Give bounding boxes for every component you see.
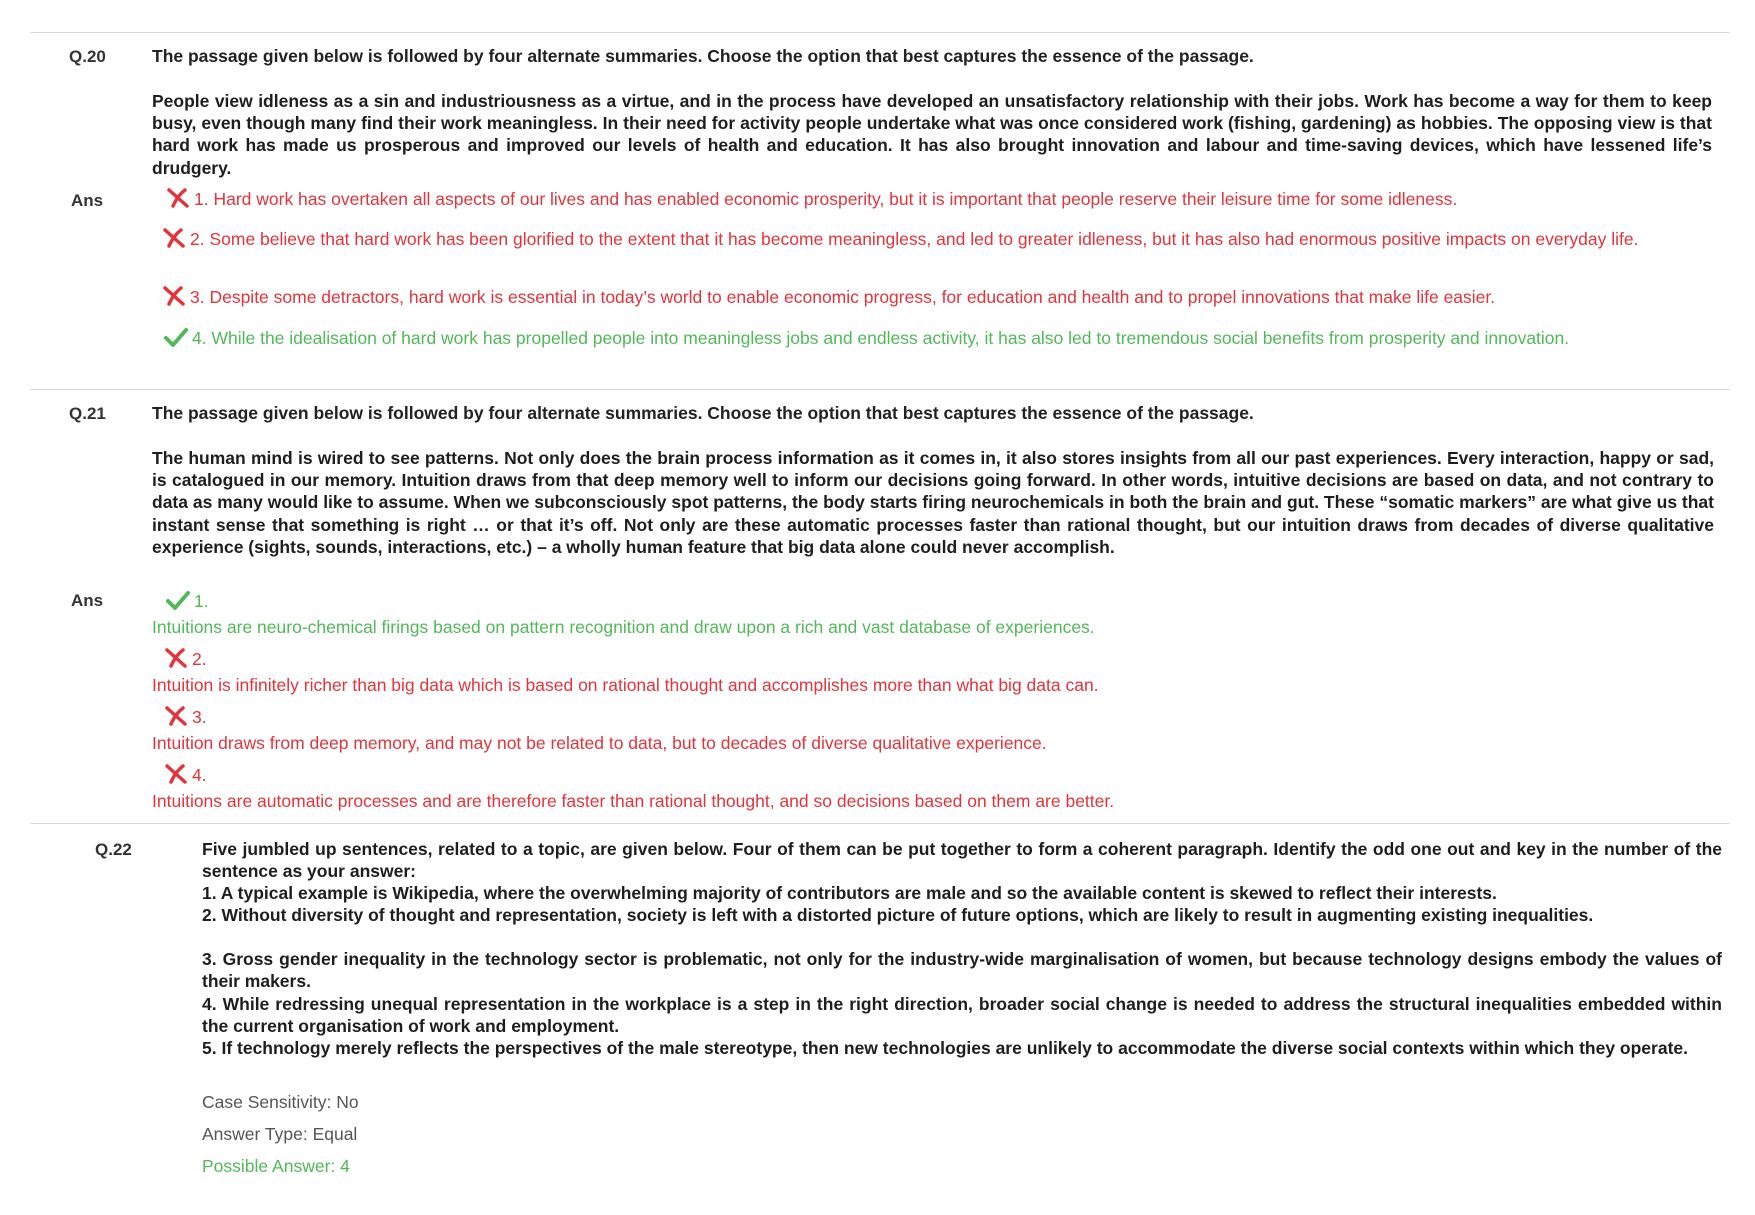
section-divider xyxy=(30,823,1730,824)
question-text: The passage given below is followed by four alternate summaries. Choose the option that best captures the essence of the passage. xyxy=(152,46,1254,66)
answer-option-2 xyxy=(152,226,1712,252)
option-text: Intuition draws from deep memory, and may not be related to data, but to decades of diverse qualitative experience. xyxy=(152,733,1047,753)
question-text: The passage given below is followed by four alternate summaries. Choose the option that best captures the essence of the passage. xyxy=(152,403,1254,423)
option-text: Intuitions are automatic processes and are therefore faster than rational thought, and so decisions based on them are better. xyxy=(152,791,1115,811)
option-text: Intuition is infinitely richer than big data which is based on rational thought and accomplishes more than what big data can. xyxy=(152,675,1099,695)
cross-icon xyxy=(164,647,188,669)
possible-answer: Possible Answer: 4 xyxy=(202,1156,350,1176)
option-number: 4. xyxy=(192,765,207,785)
answer-option-1 xyxy=(152,588,1712,640)
option-text: 3. Despite some detractors, hard work is essential in today’s world to enable economic progress, for education and health and to propel innovations that make life easier. xyxy=(190,287,1496,307)
sentence-5: 5. If technology merely reflects the perspectives of the male stereotype, then new technologies are unlikely to accommodate the diverse social contexts within which they operate. xyxy=(202,1038,1688,1058)
option-header xyxy=(152,762,1712,788)
passage-text: The human mind is wired to see patterns. Not only does the brain process information as it comes in, it also stores insights from all our past experiences. Every interaction, happy or sad, is catalogued in our memory. Intuition draws from that deep memory well to inform our decisions going forward. In other words, intuitive decisions are based on data, and not contrary to data as many would like to assume. When we subconsciously spot patterns, the body starts firing neurochemicals in both the brain and gut. These “somatic markers” are what give us that instant sense that something is right … or that it’s off. Not only are these automatic processes faster than rational thought, but our intuition draws from decades of diverse qualitative experience (sights, sounds, interactions, etc.) – a wholly human feature that big data alone could never accomplish. xyxy=(152,448,1714,557)
option-text: 2. Some believe that hard work has been glorified to the extent that it has become meaningless, and led to greater idleness, but it has also had enormous positive impacts on everyday life. xyxy=(190,229,1639,249)
answer-option-3 xyxy=(152,284,1742,310)
cross-icon xyxy=(164,763,188,785)
option-number: 3. xyxy=(192,707,207,727)
sentence-3: 3. Gross gender inequality in the technology sector is problematic, not only for the industry-wide marginalisation of women, but because technology designs embody the values of their makers. xyxy=(202,949,1722,992)
answer-option-1 xyxy=(152,186,1712,212)
option-header xyxy=(152,646,1712,672)
question-text: Five jumbled up sentences, related to a topic, are given below. Four of them can be put together to form a coherent paragraph. Identify the odd one out and key in the number of the sentence as your answer: xyxy=(202,839,1722,882)
sentence-1: 1. A typical example is Wikipedia, where the overwhelming majority of contributors are male and so the available content is skewed to reflect their interests. xyxy=(202,883,1497,903)
answer-option-4 xyxy=(152,325,1712,351)
option-text: 4. While the idealisation of hard work has propelled people into meaningless jobs and endless activity, it has also led to tremendous social benefits from prosperity and innovation. xyxy=(192,328,1570,348)
cross-icon xyxy=(162,227,186,249)
question-number: Q.21 xyxy=(69,404,106,423)
top-divider xyxy=(30,32,1730,33)
case-sensitivity: Case Sensitivity: No xyxy=(202,1092,359,1112)
check-icon xyxy=(164,326,188,348)
answer-option-4 xyxy=(152,762,1712,814)
sentence-4: 4. While redressing unequal representation in the workplace is a step in the right direction, broader social change is needed to address the structural inequalities embedded within the current organisation of work and employment. xyxy=(202,994,1722,1037)
option-header xyxy=(152,588,1712,614)
answer-type: Answer Type: Equal xyxy=(202,1124,358,1144)
cross-icon xyxy=(166,187,190,209)
answer-option-2 xyxy=(152,646,1712,698)
option-text: Intuitions are neuro-chemical firings based on pattern recognition and draw upon a rich and vast database of experiences. xyxy=(152,617,1095,637)
option-text: 1. Hard work has overtaken all aspects of our lives and has enabled economic prosperity, but it is important that people reserve their leisure time for some idleness. xyxy=(194,189,1458,209)
cross-icon xyxy=(162,285,186,307)
passage-text: People view idleness as a sin and industriousness as a virtue, and in the process have developed an unsatisfactory relationship with their jobs. Work has become a way for them to keep busy, even though many find their work meaningless. In their need for activity people undertake what was once considered work (fishing, gardening) as hobbies. The opposing view is that hard work has made us prosperous and improved our levels of health and education. It has also brought innovation and labour and time-saving devices, which have lessened life’s drudgery. xyxy=(152,91,1712,178)
option-header xyxy=(152,704,1712,730)
section-divider xyxy=(30,389,1730,390)
answer-label: Ans xyxy=(71,591,104,610)
cross-icon xyxy=(164,705,188,727)
option-number: 2. xyxy=(192,649,207,669)
answer-label: Ans xyxy=(71,191,104,210)
question-number: Q.20 xyxy=(69,47,106,66)
check-icon xyxy=(166,589,190,611)
answer-option-3 xyxy=(152,704,1712,756)
question-number: Q.22 xyxy=(95,840,132,859)
option-number: 1. xyxy=(194,591,209,611)
sentence-2: 2. Without diversity of thought and representation, society is left with a distorted picture of future options, which are likely to result in augmenting existing inequalities. xyxy=(202,905,1594,925)
